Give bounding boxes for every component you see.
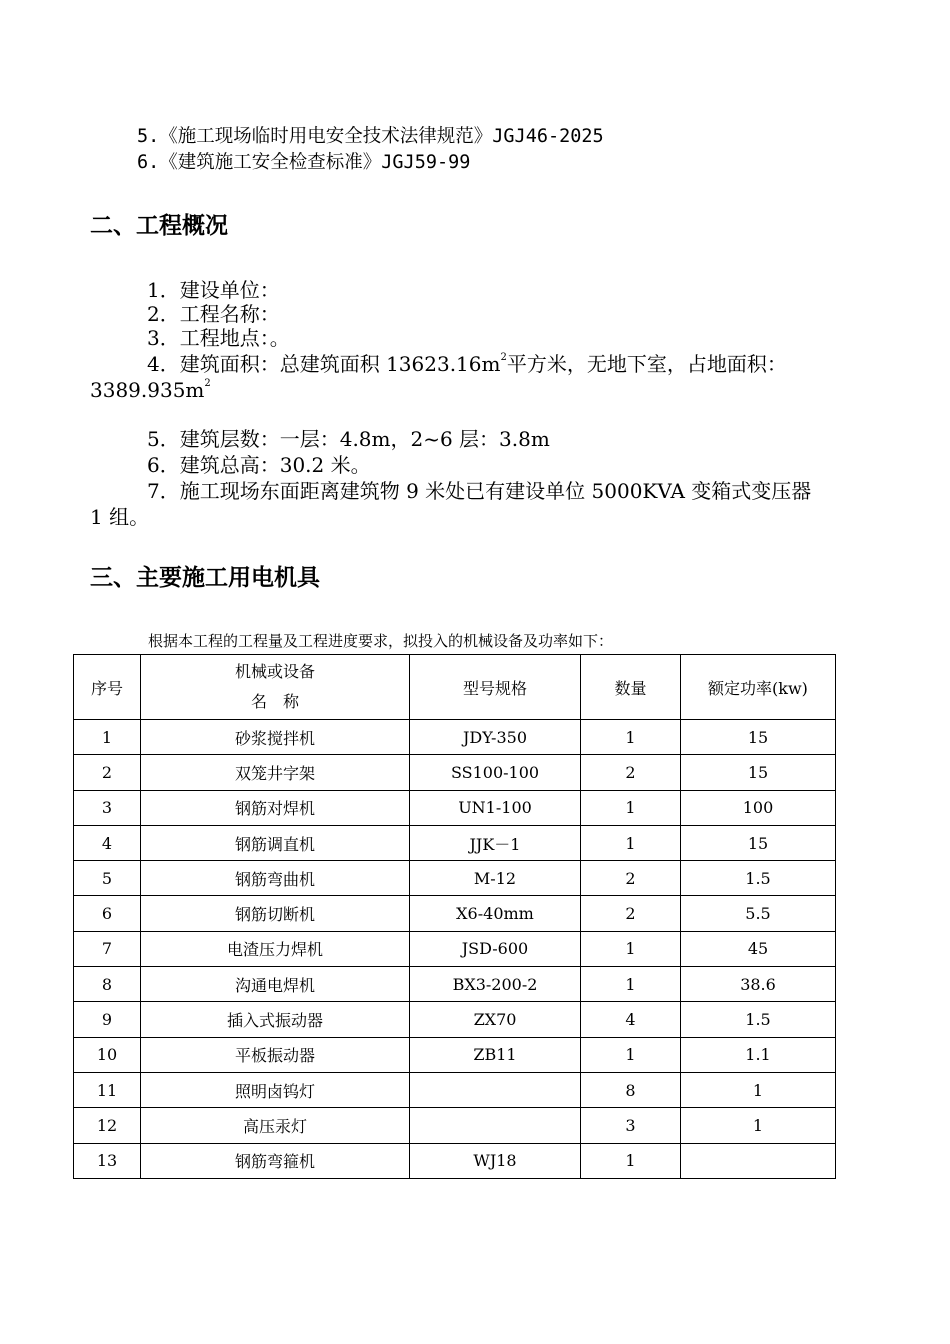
header-quantity: 数量: [581, 655, 681, 720]
cell-name: 插入式振动器: [141, 1002, 410, 1037]
overview-item-continued: 1 组。: [90, 505, 150, 529]
overview-text: 3389.935m: [90, 378, 205, 402]
table-row: [74, 896, 836, 931]
cell-power: 15: [681, 755, 836, 790]
table-row: [74, 790, 836, 825]
cell-index: 2: [74, 755, 141, 790]
cell-index: 13: [74, 1143, 141, 1178]
cell-power: 1.5: [681, 861, 836, 896]
overview-item: 3．工程地点：。: [147, 326, 290, 350]
overview-text: 4．建筑面积：总建筑面积 13623.16m: [147, 352, 501, 376]
cell-power: 100: [681, 790, 836, 825]
cell-model: JDY-350: [410, 720, 581, 755]
cell-quantity: 2: [581, 896, 681, 931]
cell-name: 电渣压力焊机: [141, 931, 410, 966]
cell-quantity: 1: [581, 1143, 681, 1178]
cell-name: 沟通电焊机: [141, 967, 410, 1002]
table-row: [74, 1143, 836, 1178]
superscript: 2: [500, 352, 507, 363]
cell-name: 照明卤钨灯: [141, 1072, 410, 1107]
cell-index: 7: [74, 931, 141, 966]
header-name-line2: 名 称: [250, 692, 299, 711]
cell-model: [410, 1072, 581, 1107]
cell-power: [681, 1143, 836, 1178]
reference-item: 5.《施工现场临时用电安全技术法律规范》JGJ46-2025: [137, 126, 604, 147]
overview-item: 7．施工现场东面距离建筑物 9 米处已有建设单位 5000KVA 变箱式变压器: [147, 479, 812, 503]
cell-power: 1: [681, 1072, 836, 1107]
cell-model: M-12: [410, 861, 581, 896]
cell-model: WJ18: [410, 1143, 581, 1178]
cell-quantity: 4: [581, 1002, 681, 1037]
cell-quantity: 1: [581, 1037, 681, 1072]
cell-model: ZB11: [410, 1037, 581, 1072]
cell-model: SS100-100: [410, 755, 581, 790]
cell-model: UN1-100: [410, 790, 581, 825]
table-row: [74, 755, 836, 790]
cell-quantity: 1: [581, 931, 681, 966]
cell-power: 15: [681, 825, 836, 860]
cell-index: 6: [74, 896, 141, 931]
equipment-table: [73, 654, 836, 1179]
cell-quantity: 3: [581, 1108, 681, 1143]
overview-item: 1．建设单位：: [147, 278, 280, 302]
table-row: [74, 825, 836, 860]
cell-name: 高压汞灯: [141, 1108, 410, 1143]
cell-model: X6-40mm: [410, 896, 581, 931]
cell-quantity: 1: [581, 720, 681, 755]
overview-item-continued: [90, 377, 211, 403]
cell-quantity: 1: [581, 790, 681, 825]
section-title: 二、工程概况: [90, 213, 228, 239]
cell-name: 双笼井字架: [141, 755, 410, 790]
overview-item: [147, 351, 787, 377]
header-name-line1: 机械或设备: [234, 662, 315, 681]
cell-name: 钢筋切断机: [141, 896, 410, 931]
table-header-row: [74, 655, 836, 720]
cell-model: JSD-600: [410, 931, 581, 966]
overview-item: 6．建筑总高：30.2 米。: [147, 453, 371, 477]
cell-index: 11: [74, 1072, 141, 1107]
cell-model: [410, 1108, 581, 1143]
cell-quantity: 1: [581, 825, 681, 860]
cell-name: 砂浆搅拌机: [141, 720, 410, 755]
cell-index: 10: [74, 1037, 141, 1072]
header-name: [141, 655, 410, 720]
cell-index: 12: [74, 1108, 141, 1143]
table-row: [74, 1002, 836, 1037]
table-row: [74, 1072, 836, 1107]
cell-quantity: 1: [581, 967, 681, 1002]
cell-index: 5: [74, 861, 141, 896]
cell-name: 钢筋弯曲机: [141, 861, 410, 896]
table-row: [74, 967, 836, 1002]
table-row: [74, 1108, 836, 1143]
cell-model: JJK－1: [410, 825, 581, 860]
cell-index: 4: [74, 825, 141, 860]
cell-index: 1: [74, 720, 141, 755]
cell-power: 1.1: [681, 1037, 836, 1072]
superscript: 2: [204, 378, 211, 389]
cell-name: 平板振动器: [141, 1037, 410, 1072]
header-index: 序号: [74, 655, 141, 720]
cell-index: 9: [74, 1002, 141, 1037]
cell-name: 钢筋调直机: [141, 825, 410, 860]
table-row: [74, 931, 836, 966]
overview-text: 平方米，无地下室，占地面积：: [506, 352, 787, 376]
cell-power: 15: [681, 720, 836, 755]
overview-item: 2．工程名称：: [147, 302, 280, 326]
cell-name: 钢筋对焊机: [141, 790, 410, 825]
table-row: [74, 1037, 836, 1072]
cell-power: 45: [681, 931, 836, 966]
cell-power: 1: [681, 1108, 836, 1143]
cell-model: ZX70: [410, 1002, 581, 1037]
cell-index: 3: [74, 790, 141, 825]
cell-model: BX3-200-2: [410, 967, 581, 1002]
cell-power: 1.5: [681, 1002, 836, 1037]
cell-name: 钢筋弯箍机: [141, 1143, 410, 1178]
cell-index: 8: [74, 967, 141, 1002]
cell-power: 38.6: [681, 967, 836, 1002]
table-row: [74, 861, 836, 896]
table-caption: 根据本工程的工程量及工程进度要求，拟投入的机械设备及功率如下：: [148, 632, 614, 650]
section-title: 三、主要施工用电机具: [90, 565, 320, 591]
overview-item: 5．建筑层数：一层：4.8m，2~6 层：3.8m: [147, 427, 550, 451]
cell-quantity: 8: [581, 1072, 681, 1107]
header-power: 额定功率(kw): [681, 655, 836, 720]
header-model: 型号规格: [410, 655, 581, 720]
reference-item: 6.《建筑施工安全检查标准》JGJ59-99: [137, 152, 471, 173]
cell-quantity: 2: [581, 861, 681, 896]
table-row: [74, 720, 836, 755]
cell-quantity: 2: [581, 755, 681, 790]
cell-power: 5.5: [681, 896, 836, 931]
